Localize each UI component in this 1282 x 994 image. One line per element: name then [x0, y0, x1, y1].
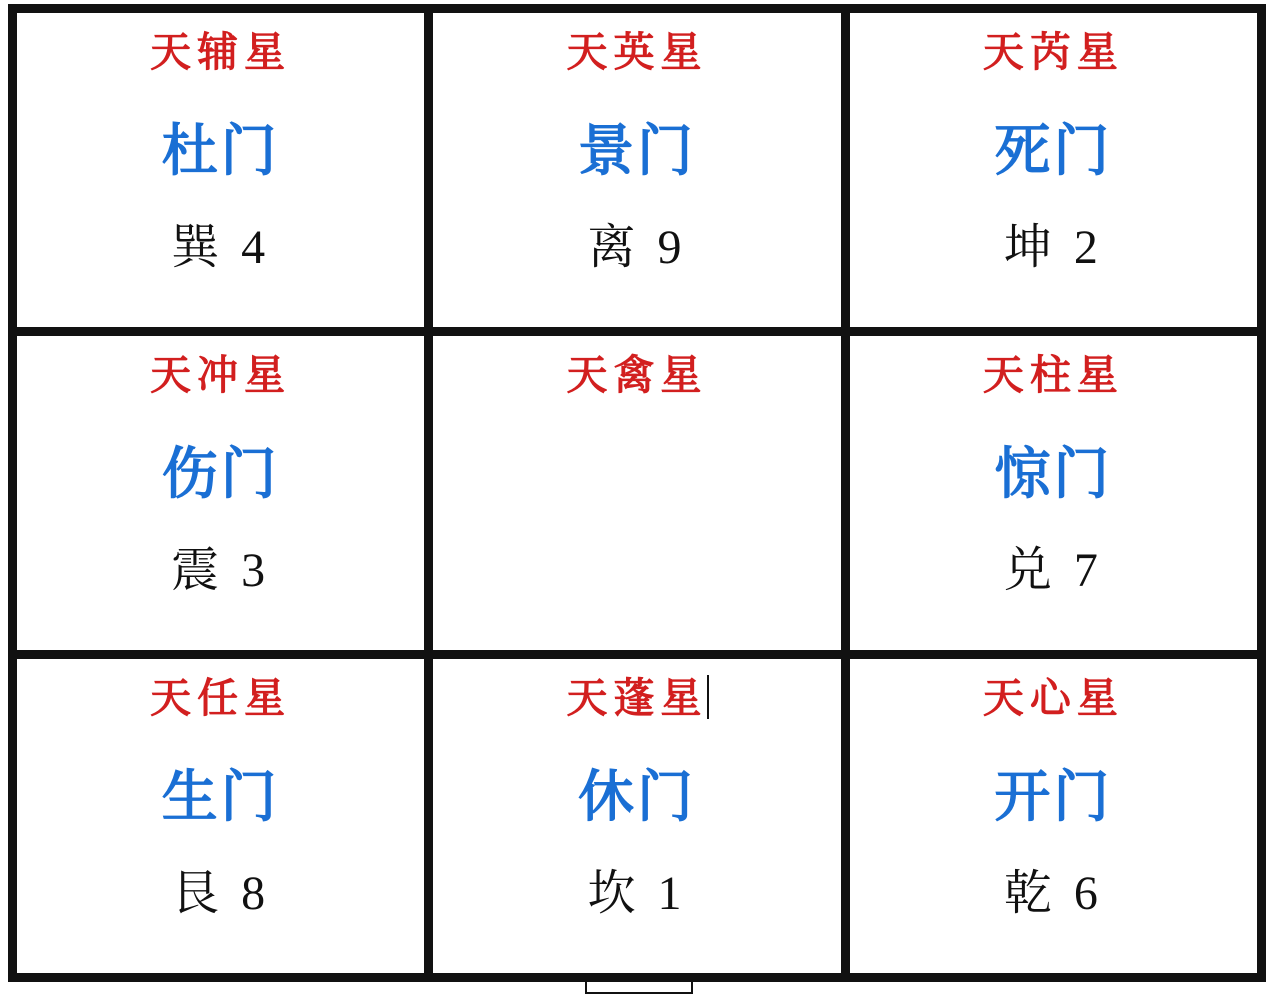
palace-cell-kun	[850, 13, 1257, 327]
nine-palace-grid	[8, 4, 1266, 982]
palace-cell-gen	[17, 659, 424, 973]
palace-cell-qian	[850, 659, 1257, 973]
table-bottom-stub	[585, 982, 693, 994]
star-label: 天英星	[566, 29, 708, 75]
star-label: 天冲星	[150, 352, 292, 398]
palace-label: 兑 7	[1003, 543, 1103, 597]
palace-cell-dui	[850, 336, 1257, 650]
palace-cell-kan	[433, 659, 840, 973]
palace-label: 坎 1	[587, 866, 687, 920]
palace-label: 巽 4	[171, 220, 271, 274]
star-label: 天禽星	[566, 352, 708, 398]
palace-cell-center	[433, 336, 840, 650]
star-label: 天蓬星	[566, 673, 707, 724]
palace-label: 坤 2	[1003, 220, 1103, 274]
palace-label: 震 3	[171, 543, 271, 597]
palace-cell-xun	[17, 13, 424, 327]
gate-label: 景门	[577, 119, 696, 183]
star-label: 天心星	[982, 675, 1124, 721]
gate-label: 死门	[994, 119, 1113, 183]
palace-label: 乾 6	[1003, 866, 1103, 920]
star-label: 天任星	[150, 675, 292, 721]
gate-label: 生门	[161, 765, 280, 829]
star-label: 天柱星	[982, 352, 1124, 398]
star-label: 天芮星	[982, 29, 1124, 75]
gate-label: 惊门	[994, 442, 1113, 506]
palace-cell-zhen	[17, 336, 424, 650]
star-label: 天辅星	[150, 29, 292, 75]
gate-label: 杜门	[161, 119, 280, 183]
gate-label: 开门	[994, 765, 1113, 829]
gate-label: 伤门	[161, 442, 280, 506]
gate-label: 休门	[577, 765, 696, 829]
palace-label: 离 9	[587, 220, 687, 274]
palace-label: 艮 8	[171, 866, 271, 920]
palace-cell-li	[433, 13, 840, 327]
